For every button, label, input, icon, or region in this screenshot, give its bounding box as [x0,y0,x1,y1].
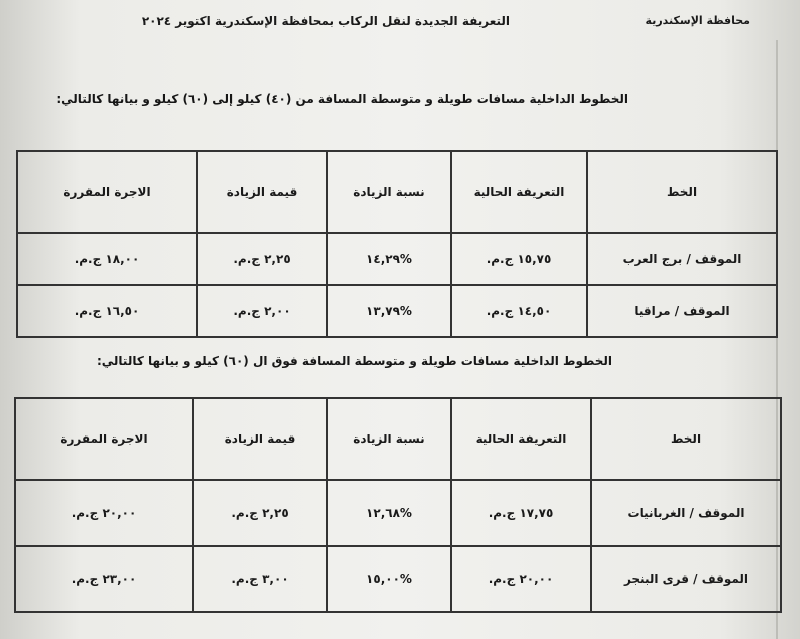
table-row [17,285,777,337]
cell-increase-percent: %١٢,٦٨ [327,480,451,546]
cell-new-fare: ١٦,٥٠ ج.م. [17,285,197,337]
col-header-increase-value: قيمة الزيادة [197,151,327,233]
table-header-row [17,151,777,233]
section-2-title: الخطوط الداخلية مسافات طويلة و متوسطة المسافة فوق ال (٦٠) كيلو و بيانها كالتالي: [96,354,612,368]
col-header-new-fare: الاجرة المقررة [15,398,193,480]
col-header-current-fare: التعريفة الحالية [451,151,587,233]
governorate-name: محافظة الإسكندرية [645,14,750,27]
col-header-current-fare: التعريفة الحالية [451,398,591,480]
cell-increase-value: ٢,٢٥ ج.م. [193,480,327,546]
cell-new-fare: ٢٠,٠٠ ج.م. [15,480,193,546]
cell-increase-percent: %١٤,٢٩ [327,233,451,285]
fare-table-over-60km [14,397,782,613]
col-header-line: الخط [587,151,777,233]
cell-increase-percent: %١٥,٠٠ [327,546,451,612]
cell-new-fare: ٢٣,٠٠ ج.م. [15,546,193,612]
cell-line: الموقف / مراقيا [587,285,777,337]
cell-increase-value: ٢,٠٠ ج.م. [197,285,327,337]
col-header-increase-percent: نسبة الزيادة [327,151,451,233]
table-row [17,233,777,285]
col-header-increase-value: قيمة الزيادة [193,398,327,480]
table-row [15,546,781,612]
cell-current-fare: ٢٠,٠٠ ج.م. [451,546,591,612]
section-1-title: الخطوط الداخلية مسافات طويلة و متوسطة المسافة من (٤٠) كيلو إلى (٦٠) كيلو و بيانها كالتالي: [56,92,628,106]
table-header-row [15,398,781,480]
col-header-new-fare: الاجرة المقررة [17,151,197,233]
document-header [0,14,800,38]
cell-line: الموقف / الغربانيات [591,480,781,546]
col-header-line: الخط [591,398,781,480]
table-row [15,480,781,546]
fare-table-40-60km [16,150,778,338]
cell-increase-value: ٣,٠٠ ج.م. [193,546,327,612]
cell-increase-value: ٢,٢٥ ج.م. [197,233,327,285]
cell-new-fare: ١٨,٠٠ ج.م. [17,233,197,285]
cell-increase-percent: %١٣,٧٩ [327,285,451,337]
cell-current-fare: ١٧,٧٥ ج.م. [451,480,591,546]
cell-line: الموقف / قرى البنجر [591,546,781,612]
document-title: التعريفة الجديدة لنقل الركاب بمحافظة الإسكندرية اكتوير ٢٠٢٤ [141,14,510,28]
cell-current-fare: ١٥,٧٥ ج.م. [451,233,587,285]
cell-line: الموقف / برج العرب [587,233,777,285]
col-header-increase-percent: نسبة الزيادة [327,398,451,480]
cell-current-fare: ١٤,٥٠ ج.م. [451,285,587,337]
